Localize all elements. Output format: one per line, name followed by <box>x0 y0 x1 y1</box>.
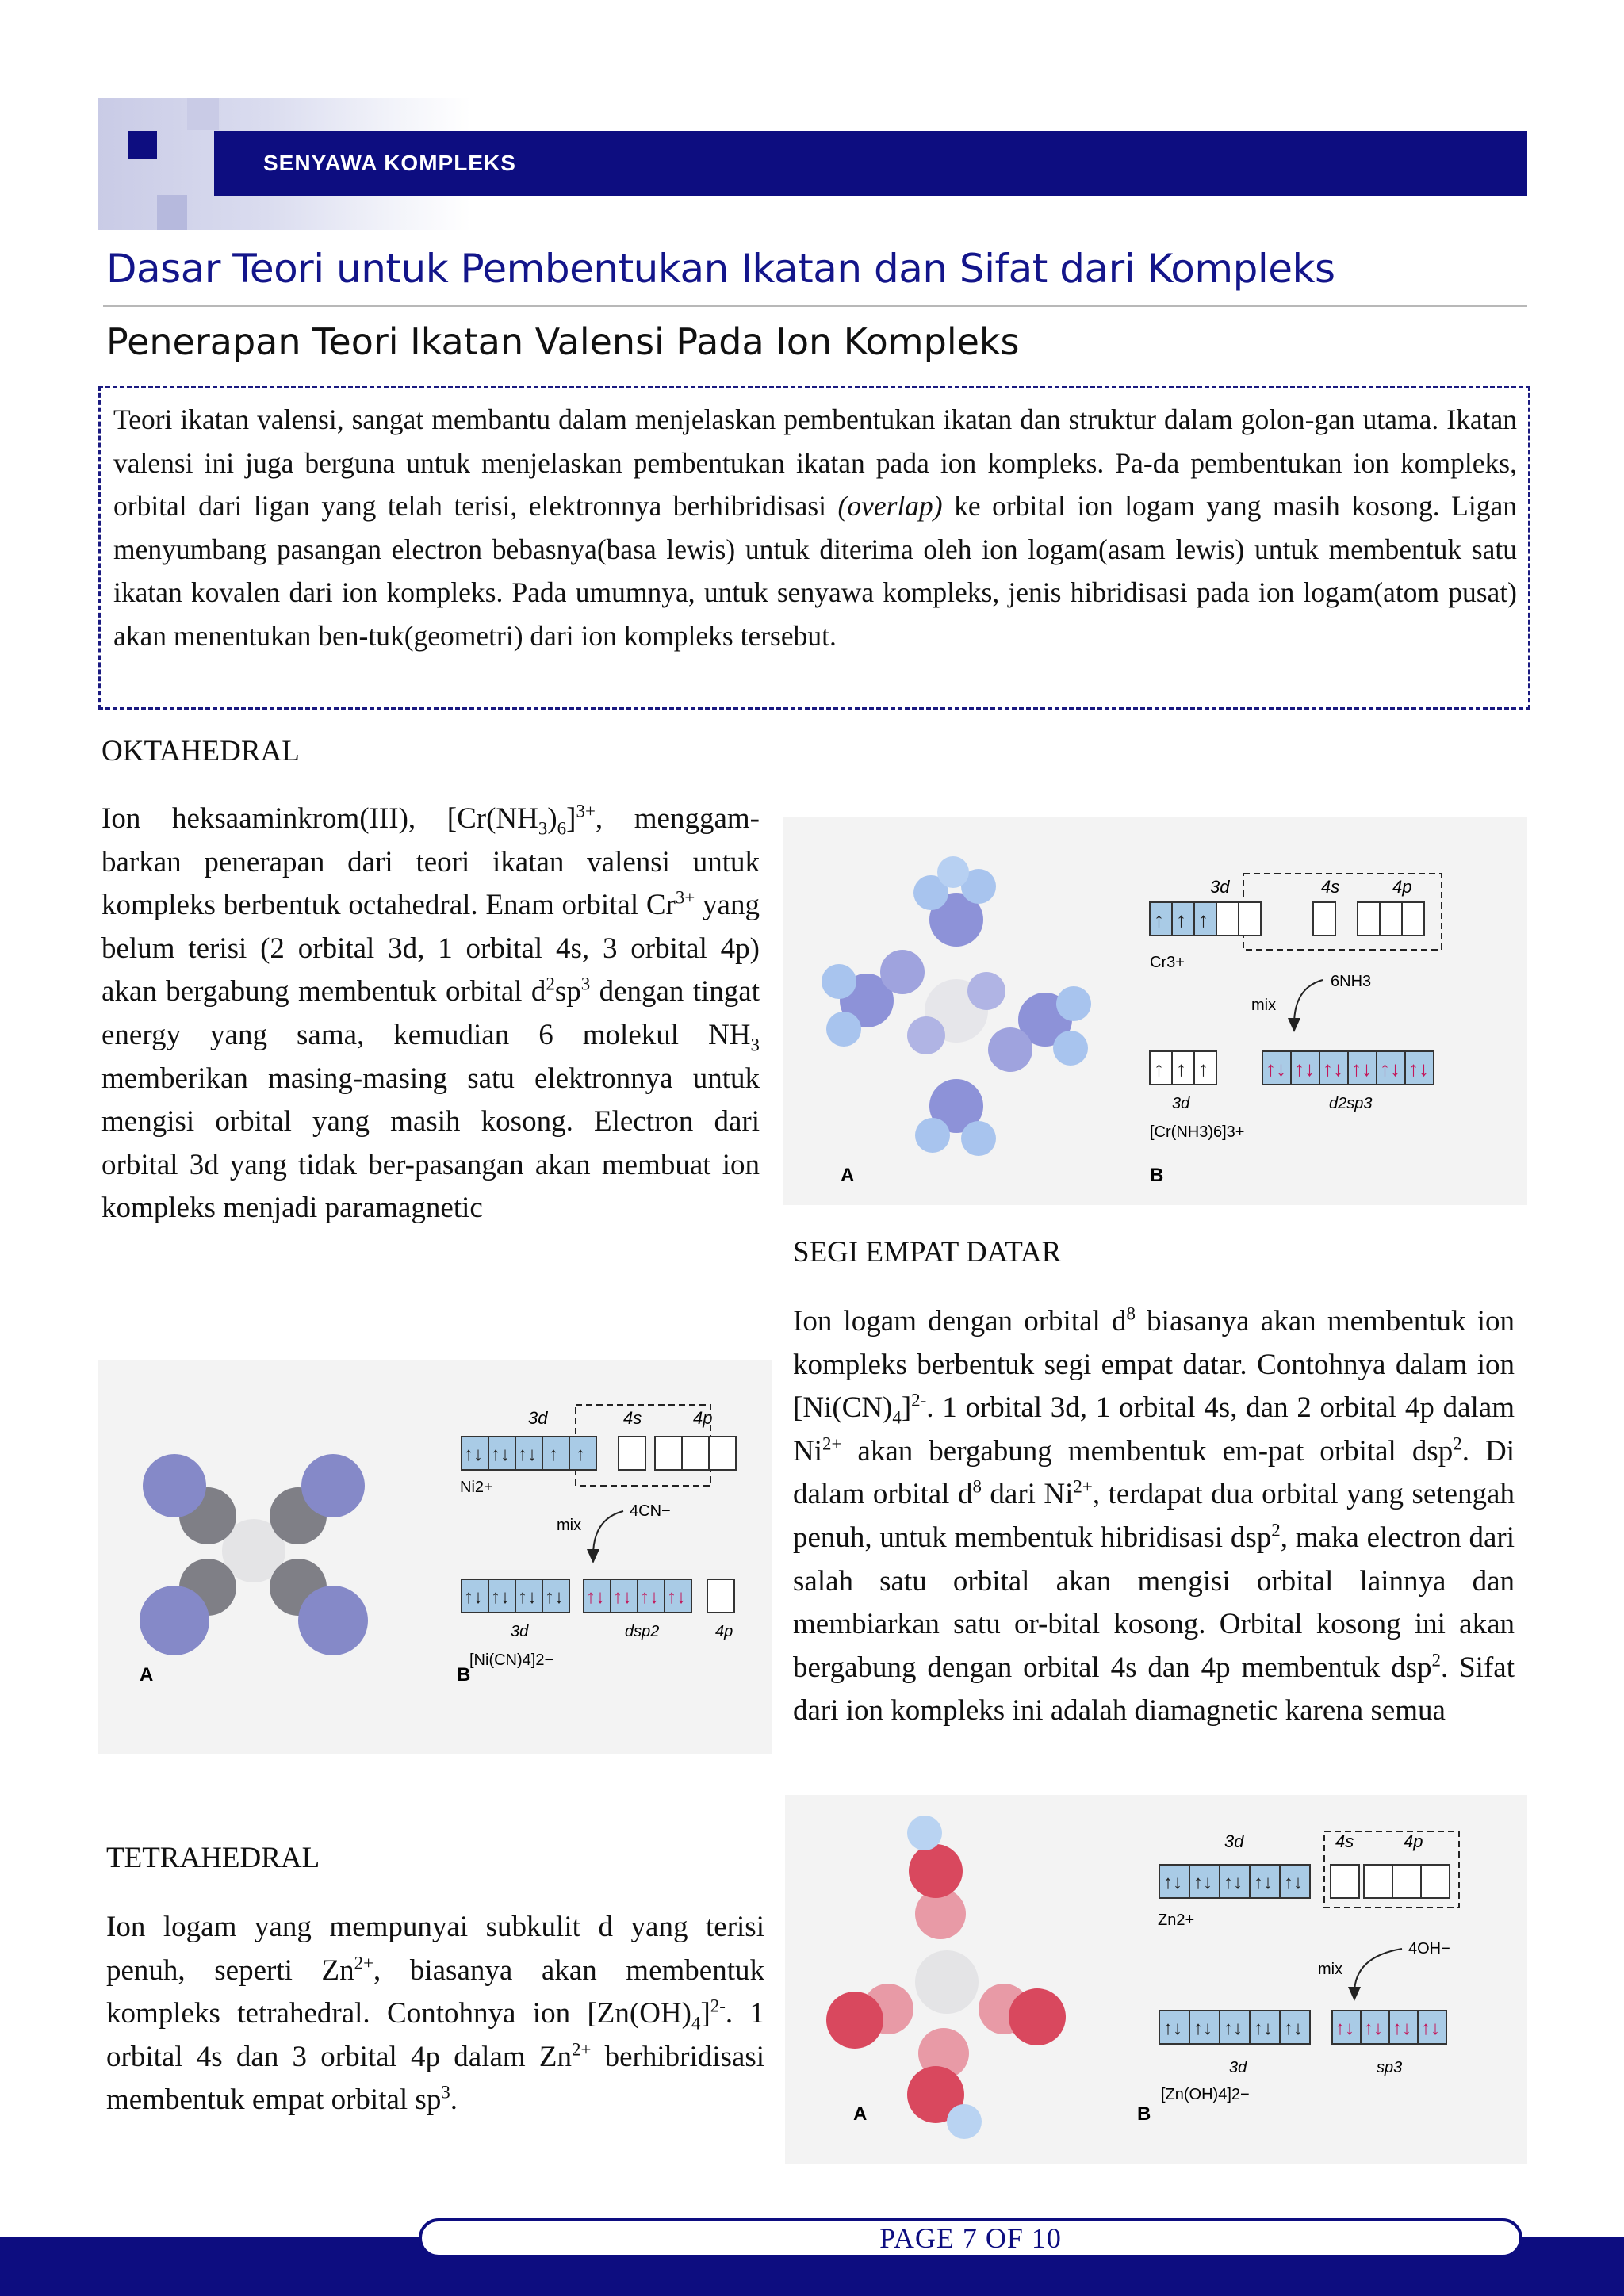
fig-zn-label-a: A <box>853 2103 868 2125</box>
svg-text:↑↓: ↑↓ <box>491 1586 510 1608</box>
fig-cr-complex-label: [Cr(NH3)6]3+ <box>1150 1123 1245 1141</box>
header-square-dark <box>128 131 157 159</box>
svg-text:↑: ↑ <box>1198 908 1208 932</box>
svg-text:↑↓: ↑↓ <box>1284 2018 1303 2039</box>
figure-ni-cn-complex <box>98 1360 772 1754</box>
fig-ni-label-4s: 4s <box>623 1408 642 1428</box>
molecule-square-planar <box>140 1454 368 1655</box>
figure-cr-svg <box>783 817 1527 1205</box>
svg-text:↑↓: ↑↓ <box>1380 1057 1400 1081</box>
svg-text:↑↓: ↑↓ <box>1224 2018 1243 2039</box>
figure-cr-nh3-complex <box>783 817 1527 1205</box>
intro-paragraph: Teori ikatan valensi, sangat membantu dalam menjelaskan pembentukan ikatan dan struktur dalam golon-gan utama. Ikatan valensi ini juga berguna untuk menjelaskan pembentukan ikatan pada ion kompleks. Pa-da pembentukan ion kompleks, orbital dari ligan yang telah terisi, elektronnya berhibridisasi (overlap) ke orbital ion logam yang masih kosong. Ligan menyumbang pasangan electron bebasnya(basa lewis) untuk diterima oleh ion logam(asam lewis) untuk membentuk satu ikatan kovalen dari ion kompleks. Pada umumnya, untuk senyawa kompleks, jenis hibridisasi pada ion logam(atom pusat) akan menentukan ben-tuk(geometri) dari ion kompleks tersebut. <box>113 404 1517 652</box>
svg-text:↑: ↑ <box>1198 1057 1208 1081</box>
svg-text:↑↓: ↑↓ <box>1294 1057 1315 1081</box>
fig-ni-label-4p: 4p <box>693 1408 713 1428</box>
page-subtitle: Penerapan Teori Ikatan Valensi Pada Ion Kompleks <box>106 320 1020 363</box>
fig-ni-label-3d: 3d <box>528 1408 548 1428</box>
fig-ni-bottom-arrows <box>464 1586 686 1608</box>
svg-text:↑↓: ↑↓ <box>1284 1872 1303 1893</box>
fig-cr-mix-arrowhead <box>1288 1018 1300 1032</box>
svg-text:↑: ↑ <box>1176 1057 1186 1081</box>
fig-cr-top-orbitals <box>1150 902 1424 936</box>
fig-cr-label-3d: 3d <box>1210 877 1230 897</box>
heading-segi-empat-datar: SEGI EMPAT DATAR <box>793 1236 1062 1269</box>
heading-tetrahedral: TETRAHEDRAL <box>106 1842 320 1874</box>
fig-cr-reagent-label: 6NH3 <box>1331 973 1372 990</box>
header-square-light <box>187 98 219 130</box>
figure-zn-oh-complex <box>785 1795 1527 2164</box>
svg-text:↑↓: ↑↓ <box>518 1444 537 1465</box>
header-square-light2 <box>157 195 187 230</box>
fig-ni-mix-label: mix <box>557 1517 582 1534</box>
heading-oktahedral: OKTAHEDRAL <box>102 735 300 767</box>
svg-text:↑↓: ↑↓ <box>518 1586 537 1608</box>
svg-text:↑: ↑ <box>1154 1057 1164 1081</box>
svg-text:↑↓: ↑↓ <box>586 1586 605 1608</box>
svg-text:↑↓: ↑↓ <box>613 1586 632 1608</box>
svg-text:↑↓: ↑↓ <box>1193 1872 1212 1893</box>
fig-zn-mix-arrowhead <box>1348 1987 1361 2001</box>
fig-cr-mix-arrow <box>1294 980 1323 1024</box>
header-section-title: SENYAWA KOMPLEKS <box>263 151 516 175</box>
page-title: Dasar Teori untuk Pembentukan Ikatan dan Sifat dari Kompleks <box>106 246 1335 292</box>
svg-text:↑↓: ↑↓ <box>640 1586 659 1608</box>
fig-cr-label-4p: 4p <box>1392 877 1412 897</box>
svg-text:↑↓: ↑↓ <box>1351 1057 1372 1081</box>
svg-text:↑↓: ↑↓ <box>1254 2018 1273 2039</box>
svg-text:↑↓: ↑↓ <box>491 1444 510 1465</box>
paragraph-tetrahedral: Ion logam yang mempunyai subkulit d yang terisi penuh, seperti $Zn^{2+}$, biasanya akan membentuk kompleks tetrahedral. Contohnya ion $[Zn(OH)_4]^{2-}$. 1 orbital 4s dan 3 orbital 4p dalam $Zn^{2+}$ berhibridisasi membentuk empat orbital $sp^3$. <box>106 1911 765 2117</box>
fig-cr-label-b: B <box>1150 1165 1164 1186</box>
fig-ni-hybrid-label: dsp2 <box>625 1623 660 1640</box>
svg-text:↑↓: ↑↓ <box>464 1444 483 1465</box>
page-number: PAGE 7 OF 10 <box>879 2222 1062 2254</box>
svg-text:↑↓: ↑↓ <box>1266 1057 1286 1081</box>
molecule-tetrahedral <box>826 1816 1066 2139</box>
fig-zn-label-3d: 3d <box>1224 1831 1244 1851</box>
fig-zn-complex-label: [Zn(OH)4]2− <box>1161 2086 1250 2103</box>
fig-zn-bottom-3d: 3d <box>1229 2059 1247 2076</box>
svg-text:↑: ↑ <box>1176 908 1186 932</box>
fig-ni-bottom-4p: 4p <box>715 1623 733 1640</box>
fig-zn-label-4s: 4s <box>1335 1831 1354 1851</box>
molecule-octahedral <box>822 856 1091 1156</box>
fig-cr-label-a: A <box>841 1165 855 1186</box>
fig-zn-mix-label: mix <box>1318 1961 1343 1978</box>
fig-cr-top-arrows <box>1154 908 1208 932</box>
figure-zn-svg <box>785 1795 1527 2164</box>
fig-ni-mix-arrow <box>593 1511 623 1556</box>
svg-text:↑: ↑ <box>549 1444 558 1465</box>
svg-text:↑↓: ↑↓ <box>1364 2018 1383 2039</box>
fig-ni-ion-label: Ni2+ <box>460 1479 493 1496</box>
fig-zn-bottom-arrows <box>1163 2018 1440 2039</box>
paragraph-oktahedral: Ion heksaaminkrom(III), $[Cr(NH_3)_6]^{3+}$, menggam-barkan penerapan dari teori ikatan valensi untuk kompleks berbentuk octahedral. Enam orbital $Cr^{3+}$ yang belum terisi (2 orbital 3d, 1 orbital 4s, 3 orbital 4p) akan bergabung membentuk orbital $d^2sp^3$ dengan tingat energy yang sama, kemudian 6 molekul $NH_3$ memberikan masing-masing satu elektronnya untuk mengisi orbital yang masih kosong. Electron dari orbital 3d yang tidak ber-pasangan akan membuat ion kompleks menjadi paramagnetic <box>102 801 760 1225</box>
svg-text:↑↓: ↑↓ <box>1254 1872 1273 1893</box>
svg-text:↑: ↑ <box>1154 908 1164 932</box>
svg-text:↑↓: ↑↓ <box>1163 1872 1182 1893</box>
fig-zn-ion-label: Zn2+ <box>1158 1911 1195 1929</box>
svg-text:↑↓: ↑↓ <box>1224 1872 1243 1893</box>
fig-zn-reagent-label: 4OH− <box>1408 1940 1450 1957</box>
svg-text:↑↓: ↑↓ <box>545 1586 564 1608</box>
fig-zn-mix-arrow <box>1354 1949 1402 1993</box>
fig-ni-mix-arrowhead <box>587 1549 599 1563</box>
svg-text:↑↓: ↑↓ <box>667 1586 686 1608</box>
figure-ni-svg <box>98 1360 772 1754</box>
svg-text:↑↓: ↑↓ <box>1335 2018 1354 2039</box>
footer-page-pill <box>419 2218 1522 2258</box>
fig-cr-hybrid-label: d2sp3 <box>1329 1095 1373 1112</box>
fig-ni-label-b: B <box>457 1664 471 1686</box>
svg-text:↑↓: ↑↓ <box>1408 1057 1429 1081</box>
fig-cr-mix-label: mix <box>1251 997 1277 1014</box>
fig-ni-label-a: A <box>140 1664 154 1686</box>
fig-zn-hybrid-label: sp3 <box>1377 2059 1403 2076</box>
svg-text:↑↓: ↑↓ <box>1163 2018 1182 2039</box>
fig-zn-label-b: B <box>1137 2103 1151 2125</box>
intro-box <box>98 386 1530 710</box>
fig-ni-bottom-3d: 3d <box>511 1623 529 1640</box>
title-divider <box>103 305 1527 307</box>
svg-text:↑↓: ↑↓ <box>464 1586 483 1608</box>
fig-ni-complex-label: [Ni(CN)4]2− <box>469 1651 554 1669</box>
svg-text:↑↓: ↑↓ <box>1323 1057 1343 1081</box>
svg-text:↑↓: ↑↓ <box>1193 2018 1212 2039</box>
svg-text:↑: ↑ <box>576 1444 585 1465</box>
fig-cr-ion-label: Cr3+ <box>1150 954 1185 971</box>
paragraph-segi-empat-datar: Ion logam dengan orbital $d^8$ biasanya akan membentuk ion kompleks berbentuk segi empat datar. Contohnya dalam ion $[Ni(CN)_4]^{2-}$. 1 orbital 3d, 1 orbital 4s, dan 2 orbital 4p dalam $Ni^{2+}$ akan bergabung membentuk em-pat orbital dsp$^2$. Di dalam orbital $d^8$ dari $Ni^{2+}$, terdapat dua orbital yang setengah penuh, untuk membentuk hibridisasi dsp$^2$, maka electron dari salah satu orbital akan mengisi orbital lainnya dan membiarkan satu or-bital kosong. Orbital kosong ini akan bergabung dengan orbital 4s dan 4p membentuk dsp$^2$. Sifat dari ion kompleks ini adalah diamagnetic karena semua <box>793 1303 1515 1728</box>
fig-zn-label-4p: 4p <box>1404 1831 1423 1851</box>
svg-text:↑↓: ↑↓ <box>1392 2018 1411 2039</box>
fig-ni-reagent-label: 4CN− <box>630 1502 671 1520</box>
svg-text:↑↓: ↑↓ <box>1421 2018 1440 2039</box>
fig-cr-label-4s: 4s <box>1321 877 1340 897</box>
fig-cr-bottom-3d: 3d <box>1172 1095 1190 1112</box>
